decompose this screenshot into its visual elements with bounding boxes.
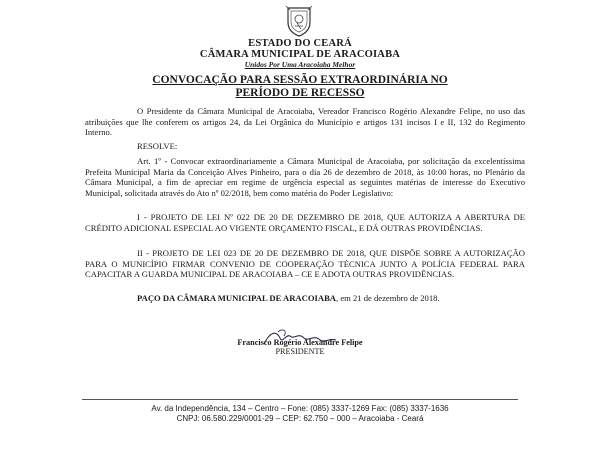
closing-date: , em 21 de dezembro de 2018. bbox=[336, 293, 440, 303]
footer-address: Av. da Independência, 134 – Centro – Fone: (085) 3337-1269 Fax: (085) 3337-1636 bbox=[151, 404, 449, 413]
footer-registration: CNPJ: 06.580.229/0001-29 – CEP: 62.750 – 000 – Aracoiaba - Ceará bbox=[176, 414, 424, 423]
signer-name: Francisco Rogério Alexandre Felipe bbox=[237, 338, 363, 347]
signer-role: PRESIDENTE bbox=[275, 347, 325, 356]
closing-place: PAÇO DA CÂMARA MUNICIPAL DE ARACOIABA bbox=[137, 293, 337, 303]
closing-paragraph bbox=[85, 293, 525, 304]
item-2-paragraph: II - PROJETO DE LEI 023 DE 20 DE DEZEMBRO DE 2018, QUE DISPÕE SOBRE A AUTORIZAÇÃO PARA O MUNICÍPIO FIRMAR CONVENIO DE COOPERAÇÃO TÉCNICA JUNTO A POLÍCIA FEDERAL PARA CAPACITAR A GUARDA MUNICIPAL DE ARACOIABA – CE E ADOTA OUTRAS PROVIDÊNCIAS. bbox=[85, 248, 525, 280]
footer-divider bbox=[82, 399, 518, 400]
header-chamber: CÂMARA MUNICIPAL DE ARACOIABA bbox=[199, 49, 401, 60]
intro-paragraph: O Presidente da Câmara Municipal de Aracoiaba, Vereador Francisco Rogério Alexandre Felipe, no uso das atribuições que lhe conferem os artigos 24, da Lei Orgânica do Município e artigos 131 incisos I e II, 132 do Regimento Interno. bbox=[85, 106, 525, 138]
title-line-2: PERÍODO DE RECESSO bbox=[235, 87, 365, 99]
document-title bbox=[95, 74, 505, 100]
header-motto: Unidos Por Uma Aracoiaba Melhor bbox=[244, 60, 356, 69]
municipal-seal-icon bbox=[284, 4, 314, 38]
title-line-1: CONVOCAÇÃO PARA SESSÃO EXTRAORDINÁRIA NO bbox=[152, 74, 448, 86]
item-1-paragraph: I - PROJETO DE LEI Nº 022 DE 20 DE DEZEMBRO DE 2018, QUE AUTORIZA A ABERTURA DE CRÉDITO ADICIONAL ESPECIAL AO VIGENTE ORÇAMENTO FISCAL, E DÁ OUTRAS PROVIDÊNCIAS. bbox=[85, 212, 525, 233]
header-state: ESTADO DO CEARÁ bbox=[248, 38, 352, 49]
article-paragraph: Art. 1º - Convocar extraordinariamente a Câmara Municipal de Aracoiaba, por solicitação da excelentíssima Prefeita Municipal Maria da Conceição Alves Pinheiro, para o dia 26 de dezembro de 2018, às 10:00 horas, no Plenário da Câmara Municipal, a fim de apreciar em regime de urgência especial as seguintes matérias de interesse do Executivo Municipal, solicitada através do Ato nº 02/2018, bem como matéria do Poder Legislativo: bbox=[85, 156, 525, 198]
resolve-heading: RESOLVE: bbox=[137, 141, 178, 151]
